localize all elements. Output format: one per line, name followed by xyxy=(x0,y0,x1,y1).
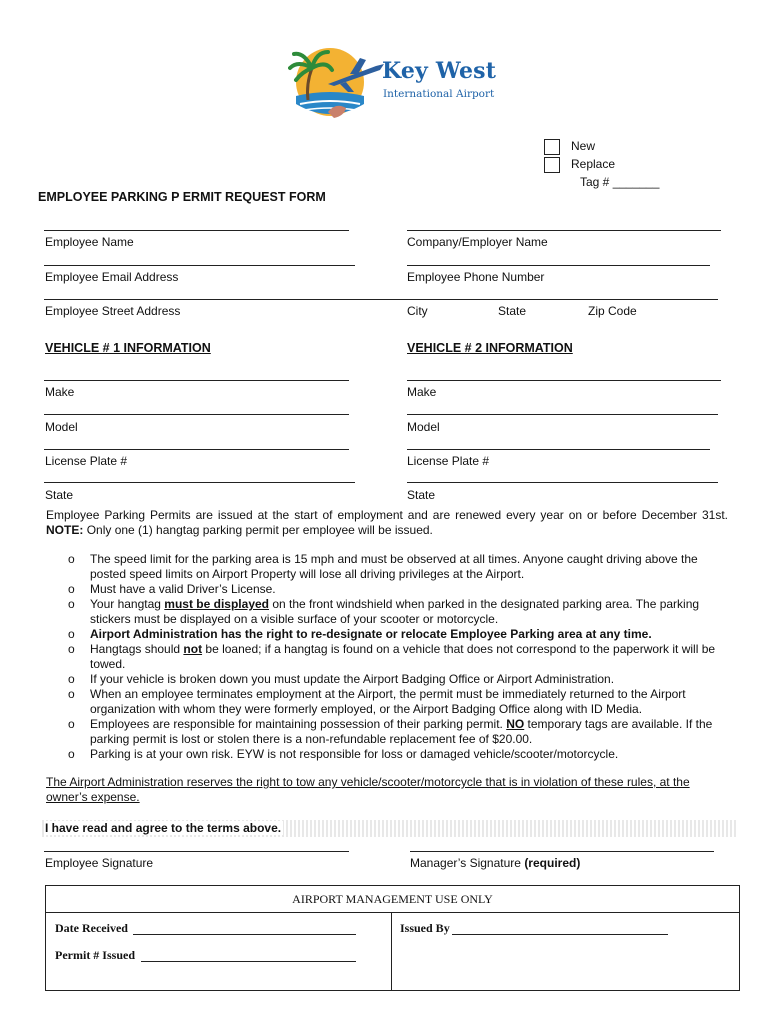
vehicle-2-model-label: Model xyxy=(407,420,440,434)
vehicle-2-heading: VEHICLE # 2 INFORMATION xyxy=(407,341,573,355)
employee-email-label: Employee Email Address xyxy=(45,270,179,284)
vehicle-2-make-label: Make xyxy=(407,385,437,399)
vehicle-2-state-label: State xyxy=(407,488,436,502)
list-item xyxy=(46,642,728,672)
new-checkbox[interactable] xyxy=(544,139,560,155)
employee-phone-line[interactable] xyxy=(407,265,710,266)
rule-text: Employees are responsible for maintaining possession of their parking permit. xyxy=(90,717,507,731)
employee-phone-label: Employee Phone Number xyxy=(407,270,545,284)
list-item xyxy=(46,582,728,597)
vehicle-1-model-line[interactable] xyxy=(44,414,349,415)
company-name-line[interactable] xyxy=(407,230,721,231)
list-item xyxy=(46,597,728,627)
list-item xyxy=(46,717,728,747)
vehicle-1-plate-label: License Plate # xyxy=(45,454,128,468)
state-label: State xyxy=(498,304,527,318)
vehicle-1-heading: VEHICLE # 1 INFORMATION xyxy=(45,341,211,355)
management-divider xyxy=(391,912,392,990)
vehicle-1-state-line[interactable] xyxy=(44,482,355,483)
bullet-icon: o xyxy=(68,552,75,566)
required-tag: (required) xyxy=(524,856,581,870)
parking-rules-list xyxy=(46,552,728,762)
employee-street-label: Employee Street Address xyxy=(45,304,181,318)
rule-text: If your vehicle is broken down you must update the Airport Badging Office or Airport Administration. xyxy=(90,672,615,686)
company-name-label: Company/Employer Name xyxy=(407,235,548,249)
vehicle-1-state-label: State xyxy=(45,488,74,502)
vehicle-2-plate-label: License Plate # xyxy=(407,454,490,468)
employee-signature-line[interactable] xyxy=(44,851,349,852)
agreement-bar xyxy=(42,820,737,837)
rule-text: The speed limit for the parking area is 15 mph and must be observed at all times. Anyone caught driving above the posted speed limits on Airport Property will lose all driving privileges at the Airport. xyxy=(90,552,698,581)
rule-text: Your hangtag xyxy=(90,597,165,611)
rule-text: Parking is at your own risk. EYW is not responsible for loss or damaged vehicle/scooter/motorcycle. xyxy=(90,747,619,761)
replace-checkbox[interactable] xyxy=(544,157,560,173)
logo-title: Key West xyxy=(382,58,497,84)
tag-number-field[interactable]: Tag # _______ xyxy=(580,175,660,189)
vehicle-2-model-line[interactable] xyxy=(407,414,718,415)
bullet-icon: o xyxy=(68,747,75,761)
vehicle-1-make-label: Make xyxy=(45,385,75,399)
list-item xyxy=(46,747,728,762)
replace-label: Replace xyxy=(571,157,616,171)
form-title: EMPLOYEE PARKING P ERMIT REQUEST FORM xyxy=(38,190,326,204)
permit-issued-label: Permit # Issued xyxy=(55,948,135,962)
permit-issued-line[interactable] xyxy=(141,961,356,962)
vehicle-1-plate-line[interactable] xyxy=(44,449,349,450)
bullet-icon: o xyxy=(68,687,75,701)
manager-signature-line[interactable] xyxy=(410,851,714,852)
vehicle-2-plate-line[interactable] xyxy=(407,449,710,450)
rule-text: Must have a valid Driver’s License. xyxy=(90,582,276,596)
rule-emphasis: not xyxy=(183,642,203,656)
employee-name-label: Employee Name xyxy=(45,235,134,249)
vehicle-1-model-label: Model xyxy=(45,420,78,434)
rule-emphasis: must be displayed xyxy=(164,597,269,611)
employee-email-line[interactable] xyxy=(44,265,355,266)
intro-text: Employee Parking Permits are issued at the start of employment and are renewed every year on or before December 31st. xyxy=(46,508,728,522)
zip-code-label: Zip Code xyxy=(588,304,637,318)
note-text: Only one (1) hangtag parking permit per employee will be issued. xyxy=(86,523,433,537)
issued-by-label: Issued By xyxy=(400,921,450,935)
issued-by-line[interactable] xyxy=(452,934,668,935)
rule-text: Hangtags should xyxy=(90,642,184,656)
rule-emphasis: NO xyxy=(506,717,525,731)
manager-signature-label xyxy=(410,856,580,870)
airport-management-box xyxy=(45,885,740,991)
management-heading: AIRPORT MANAGEMENT USE ONLY xyxy=(46,886,739,913)
list-item xyxy=(46,687,728,717)
list-item xyxy=(46,627,728,642)
bullet-icon: o xyxy=(68,642,75,656)
agreement-text: I have read and agree to the terms above. xyxy=(45,821,282,835)
list-item xyxy=(46,672,728,687)
date-received-label: Date Received xyxy=(55,921,128,935)
rule-text: When an employee terminates employment at the Airport, the permit must be immediately returned to the Airport organization with whom they were formerly employed, or the Airport Badging Office along with ID Media. xyxy=(90,687,686,716)
tow-notice: The Airport Administration reserves the right to tow any vehicle/scooter/motorcycle that is in violation of these rules, at the owner’s expense. xyxy=(46,775,690,804)
employee-signature-label: Employee Signature xyxy=(45,856,154,870)
bullet-icon: o xyxy=(68,672,75,686)
city-label: City xyxy=(407,304,428,318)
bullet-icon: o xyxy=(68,597,75,611)
bullet-icon: o xyxy=(68,627,75,641)
list-item xyxy=(46,552,728,582)
note-label: NOTE: xyxy=(46,523,84,537)
rule-text: Airport Administration has the right to re-designate or relocate Employee Parking area at any time. xyxy=(90,627,652,641)
vehicle-1-make-line[interactable] xyxy=(44,380,349,381)
rule-text: temporary tags are available. If the parking permit is lost or stolen there is a non-refundable replacement fee of $20.00. xyxy=(90,717,713,746)
rule-text: on the front windshield when parked in the designated parking area. The parking stickers must be displayed on a visible surface of your scooter or motorcycle. xyxy=(90,597,700,626)
manager-signature-text: Manager’s Signature xyxy=(410,856,521,870)
new-label: New xyxy=(571,139,596,153)
address-line[interactable] xyxy=(44,299,718,300)
bullet-icon: o xyxy=(68,582,75,596)
permit-intro-paragraph xyxy=(46,508,728,538)
bullet-icon: o xyxy=(68,717,75,731)
vehicle-2-state-line[interactable] xyxy=(407,482,718,483)
logo-subtitle: International Airport xyxy=(383,88,495,100)
rule-text: be loaned; if a hangtag is found on a vehicle that does not correspond to the paperwork it will be towed. xyxy=(90,642,716,671)
vehicle-2-make-line[interactable] xyxy=(407,380,721,381)
key-west-airport-logo xyxy=(288,44,498,124)
date-received-line[interactable] xyxy=(133,934,356,935)
employee-name-line[interactable] xyxy=(44,230,349,231)
